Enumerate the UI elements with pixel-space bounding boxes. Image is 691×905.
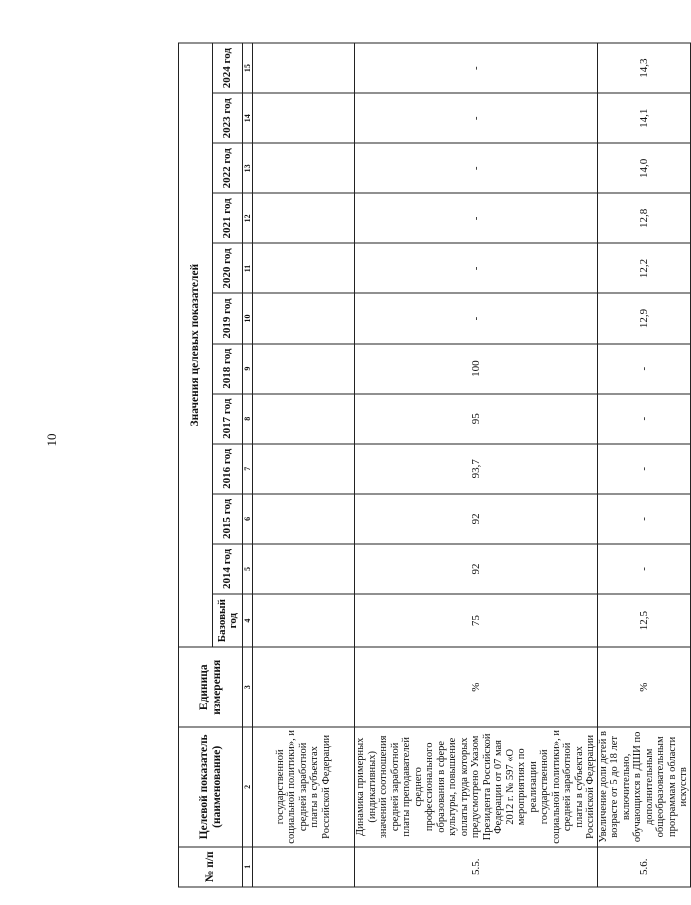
column-number: 14 bbox=[243, 93, 253, 143]
column-number: 9 bbox=[243, 344, 253, 394]
value-cell: 92 bbox=[355, 544, 598, 594]
column-number: 11 bbox=[243, 243, 253, 293]
value-cell: - bbox=[597, 444, 690, 494]
value-cell bbox=[253, 544, 355, 594]
value-cell: 14,1 bbox=[597, 93, 690, 143]
page-number: 10 bbox=[44, 433, 59, 447]
header-unit: Единица измерения bbox=[179, 647, 243, 727]
table-row bbox=[597, 43, 690, 887]
value-cell: 14,3 bbox=[597, 43, 690, 93]
value-cell: 12,5 bbox=[597, 594, 690, 647]
header-values-group: Значения целевых показателей bbox=[179, 43, 213, 647]
value-cell bbox=[253, 594, 355, 647]
header-row-1 bbox=[179, 43, 213, 887]
header-year: 2015 год bbox=[213, 494, 243, 544]
row-number: 5.5. bbox=[355, 847, 598, 887]
value-cell bbox=[253, 394, 355, 444]
value-cell: - bbox=[355, 193, 598, 243]
value-cell bbox=[253, 494, 355, 544]
indicator-table bbox=[178, 43, 691, 888]
value-cell: - bbox=[355, 294, 598, 344]
row-number: 5.6. bbox=[597, 847, 690, 887]
header-year: 2020 год bbox=[213, 243, 243, 293]
value-cell bbox=[253, 344, 355, 394]
column-number: 13 bbox=[243, 143, 253, 193]
value-cell: - bbox=[355, 143, 598, 193]
indicator-table-wrapper bbox=[178, 43, 689, 888]
value-cell: 92 bbox=[355, 494, 598, 544]
header-year: 2014 год bbox=[213, 544, 243, 594]
value-cell: 75 bbox=[355, 594, 598, 647]
value-cell: - bbox=[597, 394, 690, 444]
value-cell: 95 bbox=[355, 394, 598, 444]
column-number: 2 bbox=[243, 727, 253, 846]
value-cell: 12,2 bbox=[597, 243, 690, 293]
header-year: 2019 год bbox=[213, 294, 243, 344]
table-row bbox=[253, 43, 355, 887]
column-number: 1 bbox=[243, 847, 253, 887]
column-number: 7 bbox=[243, 444, 253, 494]
value-cell: 100 bbox=[355, 344, 598, 394]
column-number: 4 bbox=[243, 594, 253, 647]
unit-cell bbox=[253, 647, 355, 727]
indicator-name: Увеличение доли детей в возрасте от 5 до 18 лет включительно, обучающихся в ДШИ по дополнительным общеобразовательным программам в области искусств bbox=[597, 727, 690, 846]
value-cell: - bbox=[597, 494, 690, 544]
column-number: 10 bbox=[243, 294, 253, 344]
header-year: 2021 год bbox=[213, 193, 243, 243]
value-cell: 14,0 bbox=[597, 143, 690, 193]
table-row bbox=[355, 43, 598, 887]
value-cell bbox=[253, 444, 355, 494]
column-number-row bbox=[243, 43, 253, 887]
value-cell: - bbox=[597, 344, 690, 394]
value-cell: - bbox=[355, 243, 598, 293]
value-cell bbox=[253, 143, 355, 193]
header-year: 2023 год bbox=[213, 93, 243, 143]
value-cell bbox=[253, 193, 355, 243]
value-cell bbox=[253, 243, 355, 293]
unit-cell: % bbox=[597, 647, 690, 727]
column-number: 8 bbox=[243, 394, 253, 444]
column-number: 3 bbox=[243, 647, 253, 727]
unit-cell: % bbox=[355, 647, 598, 727]
header-indicator: Целевой показатель (наименование) bbox=[179, 727, 243, 846]
column-number: 6 bbox=[243, 494, 253, 544]
value-cell bbox=[253, 93, 355, 143]
header-year: 2022 год bbox=[213, 143, 243, 193]
indicator-name: Динамика примерных (индикативных) значений соотношения средней заработной платы преподавателей среднего профессионального образования в сфере культуры, повышение оплаты труда которых предусмотрено Указом Президента Российской Федерации от 07 мая 2012 г. № 597 «О мероприятиях по реализации государственной социальной политики», и средней заработной платы в субъектах Российской Федерации bbox=[355, 727, 598, 846]
value-cell: 93,7 bbox=[355, 444, 598, 494]
header-year: 2018 год bbox=[213, 344, 243, 394]
column-number: 15 bbox=[243, 43, 253, 93]
header-year: 2024 год bbox=[213, 43, 243, 93]
row-number bbox=[253, 847, 355, 887]
indicator-name: государственной социальной политики», и средней заработной платы в субъектах Российской Федерации bbox=[253, 727, 355, 846]
value-cell bbox=[253, 43, 355, 93]
value-cell: - bbox=[355, 93, 598, 143]
column-number: 12 bbox=[243, 193, 253, 243]
column-number: 5 bbox=[243, 544, 253, 594]
value-cell: 12,9 bbox=[597, 294, 690, 344]
header-num: № п/п bbox=[179, 847, 243, 887]
value-cell: - bbox=[597, 544, 690, 594]
value-cell: - bbox=[355, 43, 598, 93]
value-cell bbox=[253, 294, 355, 344]
header-base-year: Базовый год bbox=[213, 594, 243, 647]
header-year: 2016 год bbox=[213, 444, 243, 494]
header-year: 2017 год bbox=[213, 394, 243, 444]
value-cell: 12,8 bbox=[597, 193, 690, 243]
